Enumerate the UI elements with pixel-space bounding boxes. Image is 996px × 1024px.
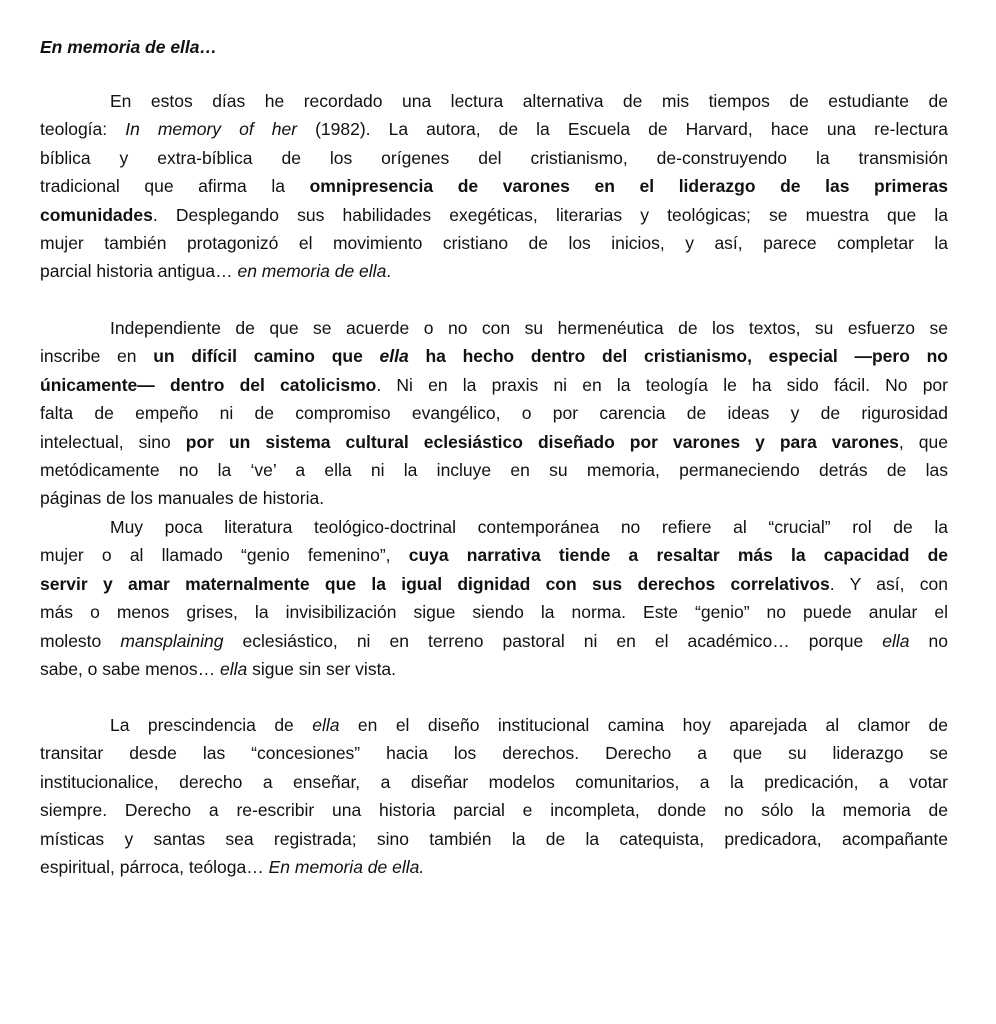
text-run: transitar desde las “concesiones” hacia los derechos. Derecho a que su liderazgo se	[40, 743, 948, 764]
text-run: , que	[898, 431, 948, 452]
text-run: mujer también protagonizó el movimiento cristiano de los inicios, y así, parece completar la	[40, 232, 948, 253]
text-line	[40, 598, 948, 626]
text-line	[40, 484, 948, 512]
text-run: Independiente de que se acuerde o no con su hermenéutica de los textos, su esfuerzo se	[110, 318, 948, 338]
text-run: tradicional que afirma la	[40, 176, 310, 197]
text-line	[40, 201, 948, 229]
text-run: (1982). La autora, de la Escuela de Harvard, hace una re-lectura	[297, 119, 948, 140]
text-run: bíblica y extra-bíblica de los orígenes del cristianismo, de-construyendo la transmisión	[40, 147, 948, 168]
italic-text: ella	[219, 658, 248, 679]
text-line	[40, 371, 948, 399]
bold-text: un difícil camino que	[153, 346, 380, 367]
document-title: En memoria de ella…	[40, 37, 218, 57]
text-run: . Desplegando sus habilidades exegéticas, literarias y teológicas; se muestra que la	[152, 204, 948, 225]
text-line	[40, 456, 948, 484]
text-run: eclesiástico, ni en terreno pastoral ni en el académico… porque	[223, 630, 883, 651]
text-run: místicas y santas sea registrada; sino también la de la catequista, predicadora, acompañante	[40, 828, 948, 849]
text-line	[40, 541, 948, 569]
italic-text: En memoria de ella.	[268, 856, 425, 877]
bold-text: por un sistema cultural eclesiástico diseñado por varones y para varones	[185, 431, 899, 452]
text-run: La prescindencia de	[110, 715, 313, 735]
text-run: páginas de los manuales de historia.	[40, 488, 325, 509]
text-run: En estos días he recordado una lectura alternativa de mis tiempos de estudiante de	[110, 91, 948, 111]
text-line	[40, 825, 948, 853]
text-run: Muy poca literatura teológico-doctrinal contemporánea no refiere al “crucial” rol de la	[110, 517, 948, 537]
text-run: siempre. Derecho a re-escribir una historia parcial e incompleta, donde no sólo la memoria de	[40, 800, 948, 821]
paragraph-3	[40, 513, 948, 683]
text-line	[40, 627, 948, 655]
text-line	[40, 711, 948, 739]
text-run: no	[909, 630, 948, 651]
bold-text: servir y amar maternalmente que la igual dignidad con sus derechos correlativos	[40, 573, 830, 594]
italic-text: ella	[312, 715, 340, 735]
bold-text: únicamente— dentro del catolicismo	[40, 374, 377, 395]
text-run: falta de empeño ni de compromiso evangélico, o por carencia de ideas y de rigurosidad	[40, 403, 948, 424]
text-run: metódicamente no la ‘ve’ a ella ni la incluye en su memoria, permaneciendo detrás de las	[40, 459, 948, 480]
text-line	[40, 229, 948, 257]
text-line	[40, 768, 948, 796]
text-line	[40, 428, 948, 456]
text-line	[40, 853, 948, 881]
text-run: . Y así, con	[829, 573, 948, 594]
text-run: inscribe en	[40, 346, 154, 367]
text-run: parcial historia antigua…	[40, 261, 238, 282]
bold-text: omnipresencia de varones en el liderazgo de las primeras	[309, 176, 948, 197]
text-run: más o menos grises, la invisibilización sigue siendo la norma. Este “genio” no puede anular el	[40, 602, 948, 623]
text-line	[40, 257, 948, 285]
text-run: .	[386, 261, 392, 282]
paragraph-2	[40, 314, 948, 513]
text-run: sigue sin ser vista.	[247, 658, 397, 679]
text-line	[40, 314, 948, 342]
text-run: institucionalice, derecho a enseñar, a diseñar modelos comunitarios, a la predicación, a votar	[40, 771, 948, 792]
text-line	[40, 513, 948, 541]
italic-text: mansplaining	[120, 630, 224, 651]
bold-text: comunidades	[40, 204, 153, 225]
text-run: molesto	[40, 630, 121, 651]
text-run: teología:	[40, 119, 126, 140]
text-run: intelectual, sino	[40, 431, 186, 452]
italic-text: In memory of her	[125, 119, 298, 140]
bold-text: cuya narrativa tiende a resaltar más la capacidad de	[408, 545, 948, 566]
bold-italic-text: ella	[379, 346, 409, 367]
text-run: en el diseño institucional camina hoy aparejada al clamor de	[339, 715, 948, 735]
text-line	[40, 399, 948, 427]
text-line	[40, 570, 948, 598]
text-line	[40, 739, 948, 767]
text-run: sabe, o sabe menos…	[40, 658, 220, 679]
italic-text: en memoria de ella	[237, 261, 387, 282]
text-line	[40, 87, 948, 115]
text-line	[40, 342, 948, 370]
text-run: mujer o al llamado “genio femenino”,	[40, 545, 409, 566]
text-line	[40, 115, 948, 143]
text-run: . Ni en la praxis ni en la teología le ha sido fácil. No por	[376, 374, 948, 395]
paragraph-1	[40, 87, 948, 286]
bold-text: ha hecho dentro del cristianismo, especial —pero no	[408, 346, 948, 367]
text-line	[40, 796, 948, 824]
text-line	[40, 172, 948, 200]
text-run: espiritual, párroca, teóloga…	[40, 856, 269, 877]
italic-text: ella	[882, 630, 910, 651]
text-line	[40, 655, 948, 683]
paragraph-4	[40, 711, 948, 881]
text-line	[40, 144, 948, 172]
